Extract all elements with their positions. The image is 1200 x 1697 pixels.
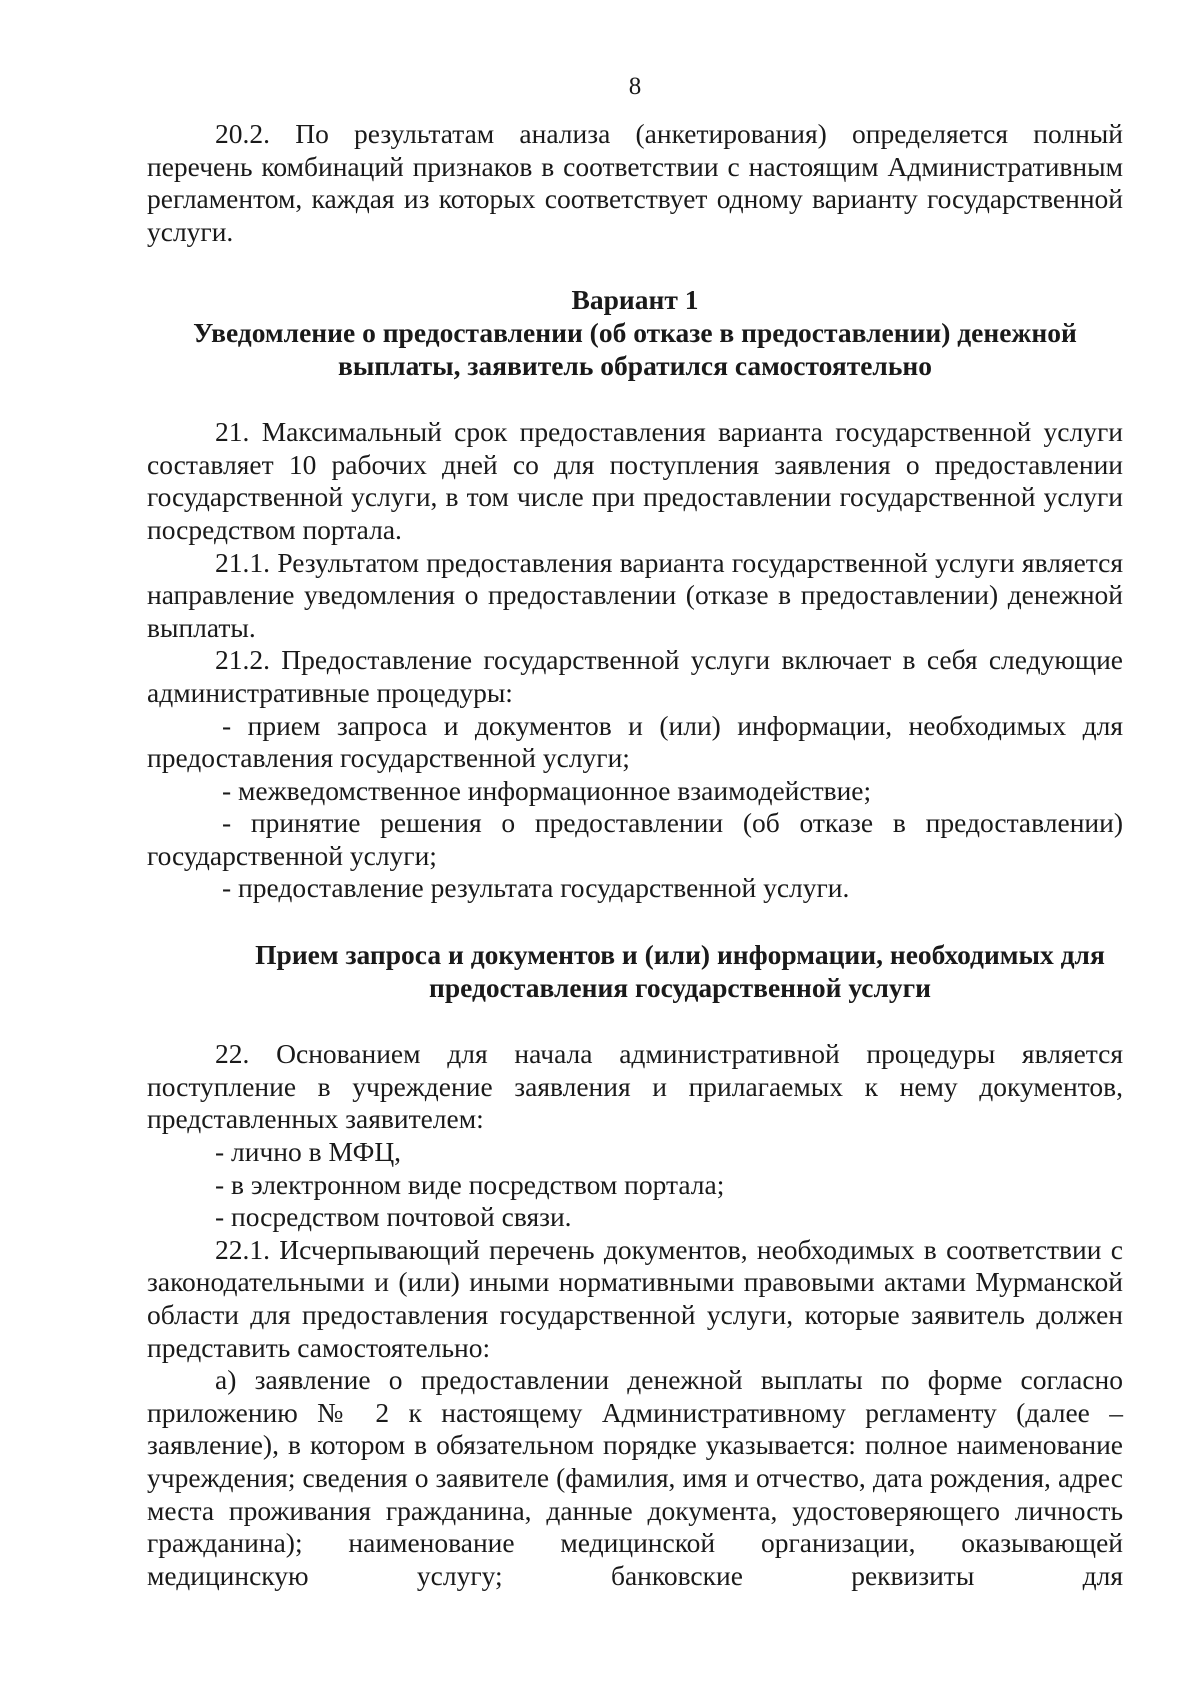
variant-subtitle: Уведомление о предоставлении (об отказе в предоставлении) денежной выплаты, заявитель обратился самостоятельно xyxy=(193,316,1077,381)
paragraph-21-1: 21.1. Результатом предоставления варианта государственной услуги является направление уведомления о предоставлении (отказе в предоставлении) денежной выплаты. xyxy=(147,546,1123,643)
list-item-21-d: - предоставление результата государственной услуги. xyxy=(222,872,850,904)
paragraph-21-2: 21.2. Предоставление государственной услуги включает в себя следующие административные процедуры: xyxy=(147,644,1123,708)
paragraph-20-2: 20.2. По результатам анализа (анкетирования) определяется полный перечень комбинаций признаков в соответствии с настоящим Административным регламентом, каждая из которых соответствует одному варианту государственной услуги. xyxy=(147,118,1123,247)
paragraph-21: 21. Максимальный срок предоставления варианта государственной услуги составляет 10 рабочих дней со для поступления заявления о предоставлении государственной услуги, в том числе при предоставлении государственной услуги посредством портала. xyxy=(147,416,1123,545)
list-item-22-c: - посредством почтовой связи. xyxy=(215,1201,572,1233)
list-item-22-a: - лично в МФЦ, xyxy=(215,1136,402,1168)
section-heading: Прием запроса и документов и (или) информации, необходимых для предоставления государственной услуги xyxy=(255,939,1105,1003)
document-body xyxy=(147,118,1123,1592)
paragraph-22: 22. Основанием для начала административной процедуры является поступление в учреждение заявления и прилагаемых к нему документов, представленных заявителем: xyxy=(147,1038,1123,1135)
page-number: 8 xyxy=(628,73,642,100)
paragraph-22-1-a: а) заявление о предоставлении денежной выплаты по форме согласно приложению № 2 к настоящему Административному регламенту (далее – заявление), в котором в обязательном порядке указывается: полное наименование учреждения; сведения о заявителе (фамилия, имя и отчество, дата рождения, адрес места проживания гражданина, данные документа, удостоверяющего личность гражданина); наименование медицинской организации, оказывающей медицинскую услугу; банковские реквизиты для xyxy=(147,1364,1123,1591)
paragraph-22-1: 22.1. Исчерпывающий перечень документов, необходимых в соответствии с законодательными и (или) иными нормативными правовыми актами Мурманской области для предоставления государственной услуги, которые заявитель должен представить самостоятельно: xyxy=(147,1233,1123,1363)
variant-title: Вариант 1 xyxy=(571,284,699,316)
list-item-21-c: - принятие решения о предоставлении (об отказе в предоставлении) государственной услуги; xyxy=(147,807,1123,871)
list-item-21-a: - прием запроса и документов и (или) информации, необходимых для предоставления государственной услуги; xyxy=(147,709,1123,774)
list-item-21-b: - межведомственное информационное взаимодействие; xyxy=(222,774,872,806)
list-item-22-b: - в электронном виде посредством портала; xyxy=(215,1168,725,1200)
